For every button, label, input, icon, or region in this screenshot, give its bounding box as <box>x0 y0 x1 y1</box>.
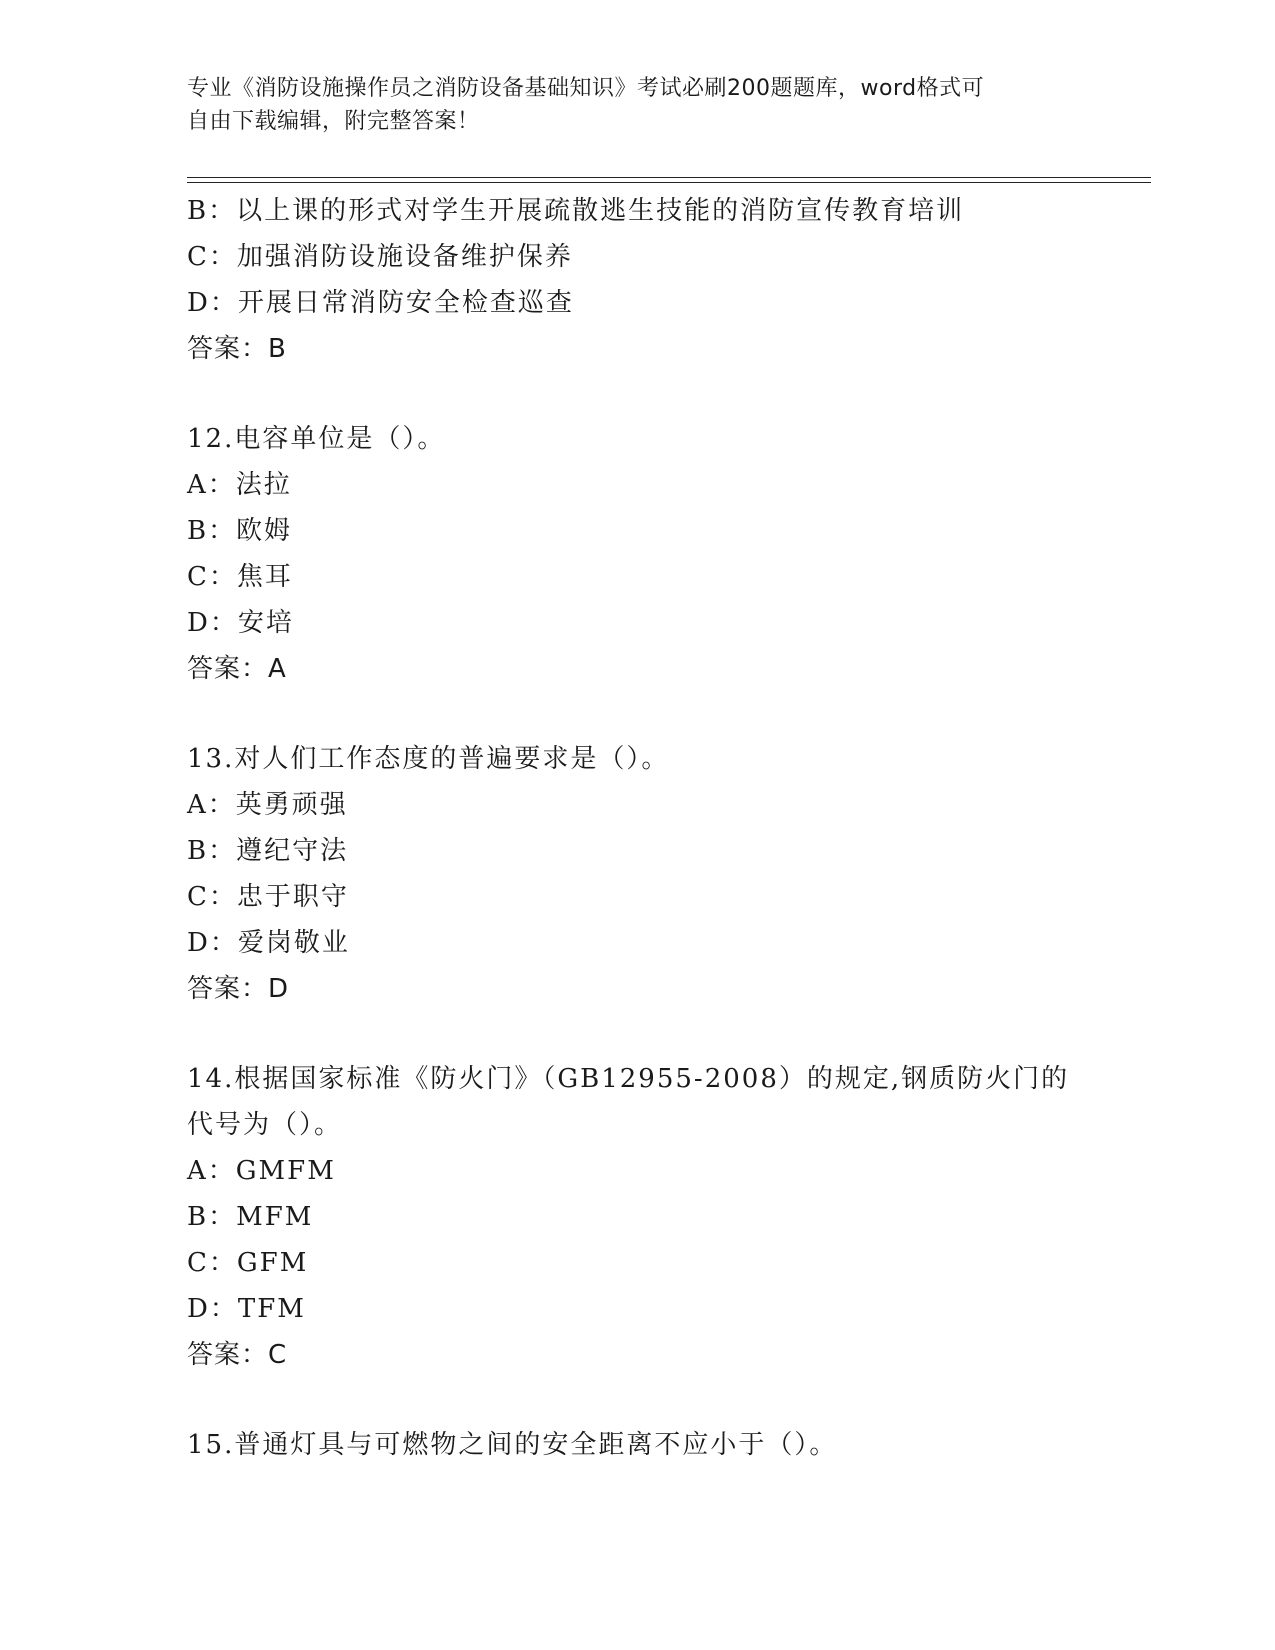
q14-answer: 答案：C <box>187 1340 288 1370</box>
question-11 <box>187 188 1087 372</box>
question-list <box>187 188 1087 1468</box>
q13-option-a: A：英勇顽强 <box>187 790 348 820</box>
q14-option-c: C：GFM <box>187 1248 309 1278</box>
q11-option-c: C：加强消防设施设备维护保养 <box>187 242 573 272</box>
q12-option-c: C：焦耳 <box>187 562 293 592</box>
header-line-1: 专业《消防设施操作员之消防设备基础知识》考试必刷200题题库，word格式可 <box>187 76 985 101</box>
q13-option-c: C：忠于职守 <box>187 882 349 912</box>
q11-option-d: D：开展日常消防安全检查巡查 <box>187 288 574 318</box>
q12-option-b: B：欧姆 <box>187 516 293 546</box>
q14-stem-line-1: 14.根据国家标准《防火门》（GB12955-2008）的规定,钢质防火门的 <box>187 1064 1070 1094</box>
q13-stem: 13.对人们工作态度的普遍要求是（）。 <box>187 744 670 774</box>
q14-stem-line-2: 代号为（）。 <box>187 1110 343 1140</box>
question-12 <box>187 416 1087 692</box>
header-line-2: 自由下载编辑，附完整答案！ <box>187 109 480 134</box>
question-14 <box>187 1056 1087 1378</box>
spacer <box>187 1378 1087 1422</box>
q14-option-d: D：TFM <box>187 1294 306 1324</box>
q14-option-a: A：GMFM <box>187 1156 336 1186</box>
q15-stem: 15.普通灯具与可燃物之间的安全距离不应小于（）。 <box>187 1430 838 1460</box>
q11-answer: 答案：B <box>187 334 287 364</box>
question-15 <box>187 1422 1087 1468</box>
header-divider-bottom <box>187 182 1151 183</box>
spacer <box>187 692 1087 736</box>
q12-option-a: A：法拉 <box>187 470 292 500</box>
spacer <box>187 1012 1087 1056</box>
q12-option-d: D：安培 <box>187 608 294 638</box>
header-divider-top <box>187 177 1151 178</box>
document-header <box>187 72 1067 138</box>
q11-option-b: B：以上课的形式对学生开展疏散逃生技能的消防宣传教育培训 <box>187 196 965 226</box>
q12-answer: 答案：A <box>187 654 287 684</box>
q13-option-b: B：遵纪守法 <box>187 836 349 866</box>
q12-stem: 12.电容单位是（）。 <box>187 424 446 454</box>
q14-option-b: B：MFM <box>187 1202 314 1232</box>
spacer <box>187 372 1087 416</box>
q13-option-d: D：爱岗敬业 <box>187 928 350 958</box>
question-13 <box>187 736 1087 1012</box>
q13-answer: 答案：D <box>187 974 290 1004</box>
